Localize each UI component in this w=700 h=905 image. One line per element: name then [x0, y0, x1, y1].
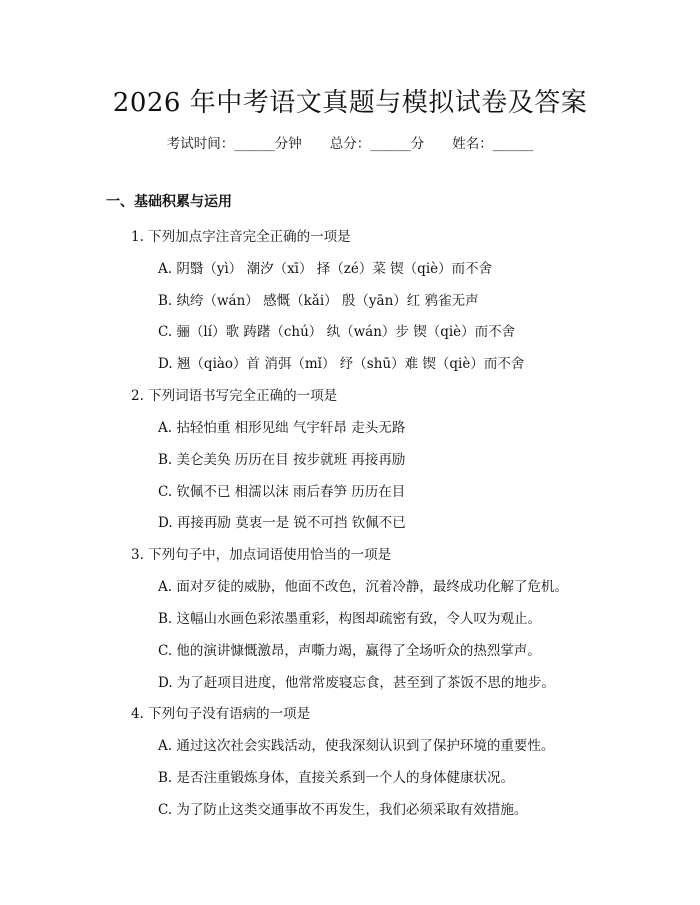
name-field: 姓名：______: [452, 136, 534, 152]
option-item: B. 是否注重锻炼身体，直接关系到一个人的身体健康状况。: [158, 770, 515, 786]
option-item: B. 美仑美奂 历历在目 按步就班 再接再励: [158, 452, 406, 468]
option-item: D. 为了赶项目进度，他常常废寝忘食，甚至到了茶饭不思的地步。: [158, 675, 555, 691]
option-item: A. 阴翳（yì） 潮汐（xī） 择（zé）菜 锲（qiè）而不舍: [158, 261, 493, 277]
option-item: D. 再接再励 莫衷一是 锐不可挡 钦佩不已: [158, 515, 406, 531]
option-item: A. 拈轻怕重 相形见绌 气宇轩昂 走头无路: [158, 420, 406, 436]
option-item: A. 通过这次社会实践活动，使我深刻认识到了保护环境的重要性。: [158, 738, 555, 754]
exam-time-field: 考试时间：______分钟: [166, 136, 302, 152]
question-stem: 4. 下列句子没有语病的一项是: [131, 706, 311, 722]
section-title: 一、基础积累与运用: [106, 194, 232, 210]
option-item: C. 钦佩不已 相濡以沫 雨后春笋 历历在目: [158, 484, 406, 500]
option-item: C. 他的演讲慷慨激昂，声嘶力竭，赢得了全场听众的热烈掌声。: [158, 643, 541, 659]
option-item: A. 面对歹徒的威胁，他面不改色，沉着冷静，最终成功化解了危机。: [158, 579, 568, 595]
option-item: B. 纨绔（wán） 感慨（kǎi） 殷（yān）红 鸦雀无声: [158, 293, 479, 309]
question-stem: 3. 下列句子中，加点词语使用恰当的一项是: [131, 547, 392, 563]
option-item: C. 为了防止这类交通事故不再发生，我们必须采取有效措施。: [158, 802, 528, 818]
question-stem: 1. 下列加点字注音完全正确的一项是: [131, 229, 351, 245]
total-score-field: 总分：______分: [329, 136, 425, 152]
page-title: 2026 年中考语文真题与模拟试卷及答案: [112, 88, 588, 118]
option-item: D. 翘（qiào）首 消弭（mǐ） 纾（shū）难 锲（qiè）而不舍: [158, 356, 525, 372]
option-item: B. 这幅山水画色彩浓墨重彩，构图却疏密有致，令人叹为观止。: [158, 611, 542, 627]
option-item: C. 骊（lí）歌 踌躇（chú） 纨（wán）步 锲（qiè）而不舍: [158, 324, 516, 340]
question-stem: 2. 下列词语书写完全正确的一项是: [131, 388, 338, 404]
exam-info-line: [0, 132, 700, 152]
